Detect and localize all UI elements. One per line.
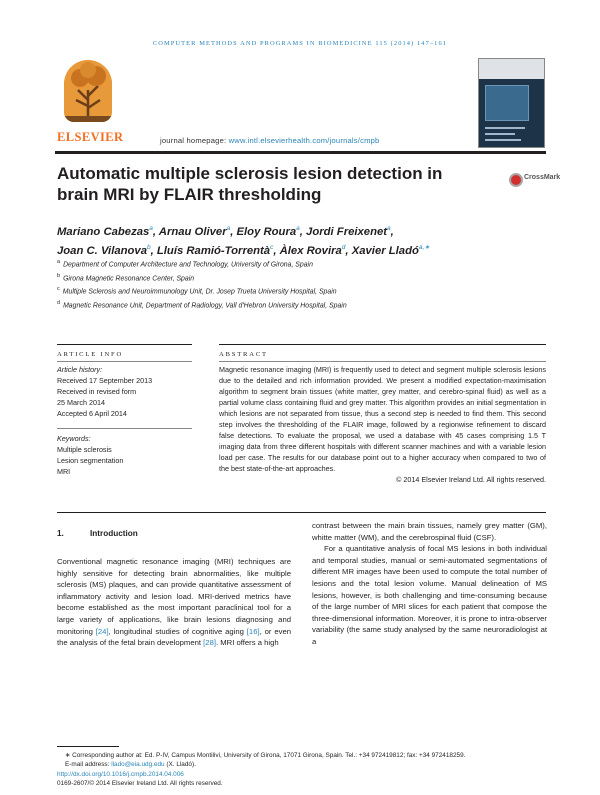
keyword-item: MRI <box>57 467 71 476</box>
journal-homepage <box>160 136 379 145</box>
author-name[interactable]: Lluís Ramió-Torrentà <box>156 245 271 258</box>
journal-homepage-label: journal homepage: <box>160 136 227 145</box>
affiliation-list <box>57 257 547 311</box>
author-name[interactable]: Arnau Oliver <box>158 225 227 238</box>
paragraph: contrast between the main brain tissues, namely grey matter (GM), whitte matter (WM), and the cerebrospinal fluid (CSF). <box>312 521 547 542</box>
author-line-1: Mariano Cabezas$^a$, Arnau Oliver$^a$, Eloy Roura$^a$, Jordi Freixenet$^a$, <box>57 225 394 238</box>
section-title: Introduction <box>90 529 138 538</box>
footnote-rule <box>57 746 119 747</box>
front-matter-rule <box>57 512 546 513</box>
article-info <box>57 364 192 477</box>
abstract-body <box>219 364 546 485</box>
doi-link[interactable]: http://dx.doi.org/10.1016/j.cmpb.2014.04.006 <box>57 770 184 778</box>
abstract-rule-top <box>219 344 546 345</box>
author-line-2: Joan C. Vilanova$^b$, Lluís Ramió-Torrentà$^c$, Àlex Rovira$^d$, Xavier Lladó$^{a,∗}$ <box>57 244 430 258</box>
citation-link[interactable]: [28] <box>203 638 216 648</box>
history-label: Article history: <box>57 365 103 374</box>
citation-link[interactable]: [16] <box>246 626 260 636</box>
citation-link[interactable]: [24] <box>95 626 109 636</box>
author-affiliation-mark[interactable]: b <box>146 244 151 252</box>
affiliation-item: $^b$ Girona Magnetic Resonance Center, Spain <box>57 272 195 282</box>
author-affiliation-mark[interactable]: a <box>149 225 153 232</box>
history-item: Accepted 6 April 2014 <box>57 409 127 418</box>
abstract-text: Magnetic resonance imaging (MRI) is frequently used to detect and segment multiple sclerosis lesions due to the detailed and rich information provided. We present a modified expectation-maximisation algorithm to segment brain tissues (white matter, grey matter, and cerebro-spinal fluid) as well as a partial volume class containing fluid and grey matter. This algorithm provides an initial segmentation in which lesions are not separated from tissue, thus a second step is needed to find them. This second step involves the thresholding of the FLAIR image, followed by a regionwise refinement to discard false detections. To evaluate the proposal, we used a database with 45 cases comprising 1.5 T imaging data from three different hospitals with different scanner machines and with a variable lesion load per case. The results for our database point out to a higher accuracy when compared to two of the best state-of-the-art approaches. <box>219 365 546 473</box>
author-affiliation-mark[interactable]: c <box>270 244 274 252</box>
email-note: E-mail address: llado@eia.udg.edu (X. Lladó). <box>65 761 196 769</box>
article-info-heading: ARTICLE INFO <box>57 351 124 358</box>
footnotes <box>57 751 547 789</box>
history-item: 25 March 2014 <box>57 398 105 407</box>
section-heading-introduction <box>57 529 138 538</box>
abstract-heading: ABSTRACT <box>219 351 268 358</box>
history-item: Received in revised form <box>57 387 137 396</box>
keywords-label: Keywords: <box>57 434 91 443</box>
author-name[interactable]: Mariano Cabezas <box>57 225 150 238</box>
article-title: Automatic multiple sclerosis lesion detection in brain MRI by FLAIR thresholding <box>57 164 443 204</box>
email-link[interactable]: llado@eia.udg.edu <box>111 761 165 769</box>
author-name[interactable]: Eloy Roura <box>236 225 297 238</box>
abstract-rule-sub <box>219 361 546 362</box>
crossmark-icon <box>509 173 523 187</box>
author-affiliation-mark[interactable]: a <box>296 225 300 232</box>
keyword-item: Multiple sclerosis <box>57 445 112 454</box>
publisher-name: ELSEVIER <box>57 130 124 144</box>
section-number: 1. <box>57 529 64 538</box>
author-affiliation-mark[interactable]: a,∗ <box>418 244 430 252</box>
crossmark-badge[interactable] <box>506 170 561 190</box>
author-name[interactable]: Àlex Rovira <box>279 245 342 258</box>
article-info-rule-sub <box>57 361 192 362</box>
author-name[interactable]: Xavier Lladó <box>351 245 419 258</box>
author-affiliation-mark[interactable]: a <box>226 225 231 232</box>
article-info-rule-top <box>57 344 192 345</box>
affiliation-item: $^a$ Department of Computer Architecture and Technology, University of Girona, Spain <box>57 259 313 269</box>
body-column-right <box>312 520 547 648</box>
history-item: Received 17 September 2013 <box>57 376 153 385</box>
journal-cover-image <box>478 58 545 148</box>
author-affiliation-mark[interactable]: d <box>341 244 346 252</box>
author-list <box>57 221 547 260</box>
paragraph: Conventional magnetic resonance imaging (MRI) techniques are highly sensitive for detecting brain abnormalities, like multiple sclerosis (MS) plaques, and can provide quantitative assessment of inflammatory activity and lesion load. MRI-derived metrics have become established as the most important paraclinical tool for a large variety of applications, like brain lesions diagnosing and monitoring [24], longitudinal studies of cognitive aging [16], or even the analysis of the fetal brain development [28]. MRI offers a high <box>57 557 291 648</box>
journal-citation-line: COMPUTER METHODS AND PROGRAMS IN BIOMEDICINE 115 (2014) 147–161 <box>152 40 448 47</box>
author-name[interactable]: Jordi Freixenet <box>306 225 388 238</box>
elsevier-tree-icon <box>64 60 112 122</box>
affiliation-item: $^c$ Multiple Sclerosis and Neuroimmunology Unit, Dr. Josep Trueta University Hospital, Spain <box>57 286 337 296</box>
elsevier-logo <box>57 60 124 152</box>
issn-copyright: 0169-2607/© 2014 Elsevier Ireland Ltd. All rights reserved. <box>57 780 223 788</box>
paragraph: For a quantitative analysis of focal MS lesions in both individual and temporal studies, manual or semi-automated segmentations of different MR images have been used to compute the total number of lesions and the total lesion volume. Manual delineation of MS lesions, however, is both challenging and time-consuming because of the large number of MRI slices for each patient that compose the three-dimensional information. Moreover, it is prone to intra-observer variability (the same study analysed by the same neuroradiologist at a <box>312 544 547 646</box>
affiliation-item: $^d$ Magnetic Resonance Unit, Department of Radiology, Vall d'Hebron University Hospital, Spain <box>57 299 347 309</box>
copyright-notice: © 2014 Elsevier Ireland Ltd. All rights reserved. <box>396 475 546 484</box>
body-column-left <box>57 556 291 649</box>
keyword-item: Lesion segmentation <box>57 456 124 465</box>
author-affiliation-mark[interactable]: a <box>387 225 391 232</box>
corresponding-author-note: ∗ Corresponding author at: Ed. P-IV, Campus Montilivi, University of Girona, 17071 Girona, Spain. Tel.: +34 972419812; fax: +34 972418259. <box>65 752 466 759</box>
header-divider <box>55 151 546 154</box>
crossmark-label: CrossMark <box>524 174 561 181</box>
journal-homepage-link[interactable]: www.intl.elsevierhealth.com/journals/cmpb <box>228 136 380 145</box>
author-name[interactable]: Joan C. Vilanova <box>57 245 147 258</box>
